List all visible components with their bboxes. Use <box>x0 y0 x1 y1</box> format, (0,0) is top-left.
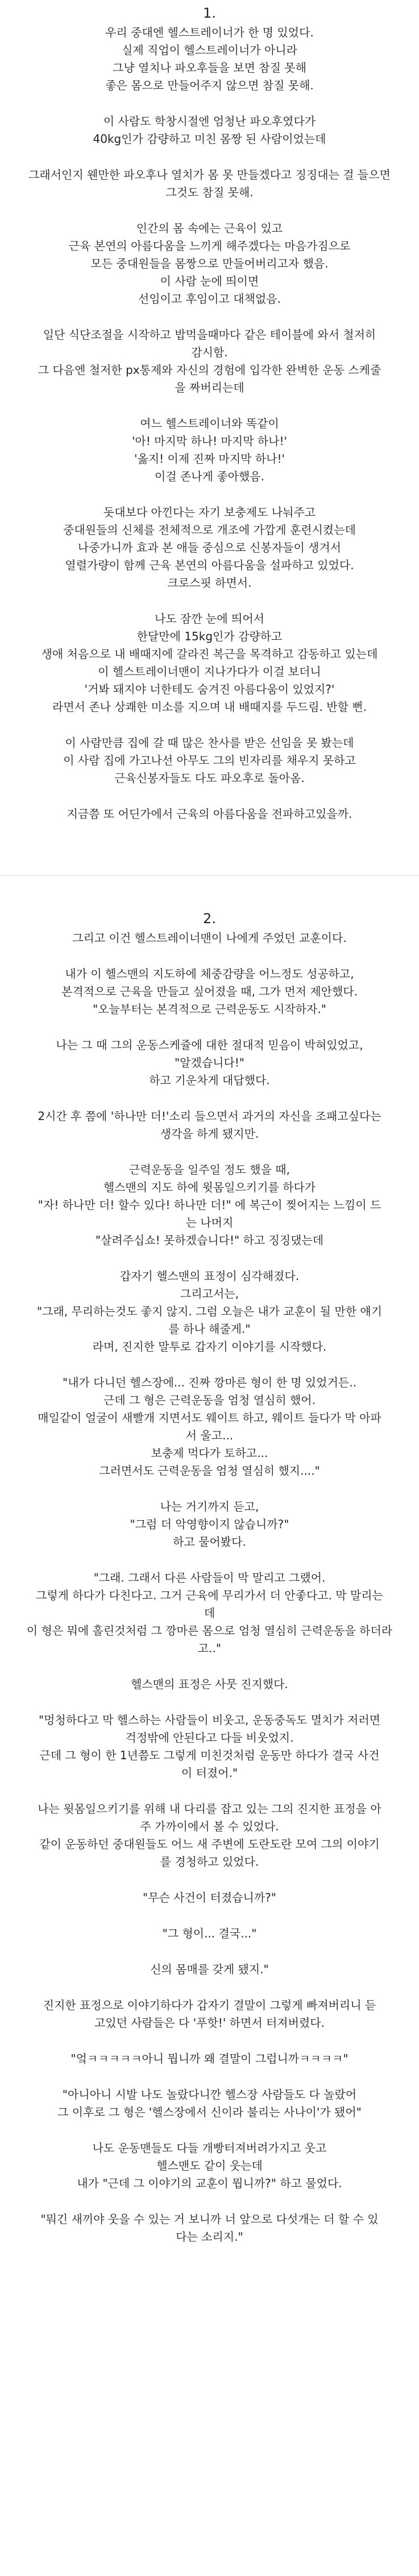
text-line: 헬스맨의 지도 하에 윗몸일으키기를 하다가 <box>103 1180 316 1194</box>
text-line: "살려주십쇼! 못하겠습니다!" 하고 징징댔는데 <box>95 1233 324 1247</box>
text-line: '거봐 돼지야 너한테도 숨겨진 아름다움이 있었지?' <box>84 682 335 696</box>
text-line: 그 이후로 그 형은 '헬스장에서 신이라 불리는 사나이'가 됐어" <box>57 2105 362 2119</box>
paragraph <box>17 2086 402 2121</box>
section-spacer <box>17 841 402 875</box>
text-line: 한달만에 15kg인가 감량하고 <box>136 629 283 643</box>
paragraph <box>17 2139 402 2192</box>
paragraph <box>17 1161 402 1249</box>
text-line: 라며, 진지한 말투로 갑자기 이야기를 시작했다. <box>92 1340 327 1353</box>
text-line: "알겠습니다!" <box>174 1056 245 1069</box>
story-section-1 <box>17 5 402 823</box>
text-line: 생애 처음으로 내 배때지에 갈라진 복근을 목격하고 감동하고 있는데 <box>41 647 378 661</box>
text-line: 일단 식단조절을 시작하고 밥먹을때마다 같은 테이블에 와서 철저히 <box>43 328 376 341</box>
text-line: 그래서인지 웬만한 파오후나 열치가 몸 못 만들겠다고 징징대는 걸 들으면 <box>28 168 391 182</box>
paragraph <box>17 1711 402 1782</box>
post-content <box>17 5 402 2246</box>
text-line: 그 다음엔 철저한 px통제와 자신의 경험에 입각한 완벽한 운동 스케줄 <box>38 363 381 377</box>
text-line: "오늘부터는 본격적으로 근력운동도 시작하자." <box>93 1002 326 1016</box>
text-line: 라면서 존나 상쾌한 미소를 지으며 내 배때지를 두드림. 반할 뻔. <box>52 700 367 714</box>
text-line: '아! 마지막 하나! 마지막 하나!' <box>132 434 287 448</box>
paragraph <box>17 805 402 823</box>
text-line: 이 사람도 학창시절엔 엄청난 파오후였다가 <box>103 114 316 128</box>
paragraph <box>17 1036 402 1089</box>
paragraph <box>17 965 402 1018</box>
text-line: 선임이고 후임이고 대책없음. <box>138 292 281 306</box>
text-line: 근데 그 형은 근력운동을 엄청 열심히 했어. <box>103 1393 316 1407</box>
paragraph <box>17 2211 402 2246</box>
paragraph <box>17 1925 402 1943</box>
text-line: 2시간 후 쯤에 '하나만 더!'소리 들으면서 과거의 자신을 조패고싶다는 <box>38 1109 381 1123</box>
text-line: 지금쯤 또 어딘가에서 근육의 아름다움을 전파하고있을까. <box>67 807 352 821</box>
text-line: 진지한 표정으로 이야기하다가 갑자기 결말이 그렇게 빠져버리니 듣 <box>43 1998 376 2012</box>
text-line: 고.." <box>197 1641 222 1655</box>
text-line: 주 가까이에서 볼 수 있었다. <box>140 1820 279 1833</box>
text-line: 하고 물어봤다. <box>173 1535 246 1549</box>
section-number: 1. <box>203 5 216 21</box>
text-line: 이 사람 눈에 띄이면 <box>160 274 259 288</box>
text-line: 하고 기운차게 대답했다. <box>149 1073 270 1087</box>
text-line: 는 나머지 <box>185 1216 234 1229</box>
text-line: "엌ㅋㅋㅋㅋㅋ아니 뭡니까 왜 결말이 그럽니까ㅋㅋㅋㅋ" <box>70 2052 349 2065</box>
text-line: 그냥 열치나 파오후들을 보면 참질 못해 <box>113 61 306 75</box>
paragraph <box>17 1498 402 1551</box>
section-number: 2. <box>203 911 216 927</box>
text-line: "내가 다니던 헬스장에... 진짜 깡마른 형이 한 명 있었거든.. <box>63 1376 356 1389</box>
paragraph <box>17 734 402 787</box>
text-line: 열렬가량이 함께 근육 본연의 아름다움을 설파하고 있었다. <box>65 558 354 572</box>
paragraph <box>17 504 402 592</box>
paragraph <box>17 113 402 148</box>
text-line: 이 사람 집에 가고나선 아무도 그의 빈자리를 채우지 못하고 <box>63 754 356 767</box>
paragraph <box>17 415 402 485</box>
paragraph <box>17 24 402 94</box>
text-line: 매일같이 얼굴이 새빨개 지면서도 웨이트 하고, 웨이트 들다가 막 아파 <box>38 1411 381 1425</box>
text-line: "뭐긴 새끼야 웃을 수 있는 거 보니까 너 앞으로 다섯개는 더 할 수 있 <box>40 2212 379 2226</box>
text-line: 돗대보다 아낀다는 자기 보충제도 나눠주고 <box>103 505 316 519</box>
text-line: 을 짜버리는데 <box>175 381 244 394</box>
section-spacer <box>17 876 402 910</box>
text-line: 같이 운동하던 중대원들도 어느 새 주변에 도란도란 모여 그의 이야기 <box>39 1837 380 1851</box>
text-line: 서 울고... <box>185 1429 234 1442</box>
text-line: 좋은 몸으로 만들어주지 않으면 참질 못해. <box>105 79 314 92</box>
paragraph <box>17 2050 402 2068</box>
text-line: 실제 직업이 헬스트레이너가 아니라 <box>122 43 297 57</box>
text-line: 내가 이 헬스맨의 지도하에 체중감량을 어느정도 성공하고, <box>65 967 354 981</box>
text-line: 걱정밖에 안된다고 다들 비웃었지. <box>125 1731 294 1744</box>
paragraph <box>17 166 402 201</box>
text-line: 그러면서도 근력운동을 엄청 열심히 했지...." <box>99 1464 320 1478</box>
paragraph <box>17 1800 402 1871</box>
text-line: 데 <box>204 1606 215 1620</box>
text-line: 크로스핏 하면서. <box>167 576 252 590</box>
text-line: 나는 거기까지 듣고, <box>160 1500 259 1513</box>
text-line: 내가 "근데 그 이야기의 교훈이 뭡니까?" 하고 물었다. <box>77 2176 342 2190</box>
text-line: 감시함. <box>191 345 228 359</box>
text-line: "아니아니 시발 나도 놀랐다니깐 헬스장 사람들도 다 놀랐어 <box>62 2088 357 2101</box>
text-line: 다는 소리지." <box>176 2230 243 2244</box>
text-line: 고있던 사람들은 다 '푸핫!' 하면서 터져버렸다. <box>94 2016 325 2030</box>
paragraph <box>17 220 402 308</box>
text-line: 그리고 이건 헬스트레이너맨이 나에게 주었던 교훈이다. <box>72 931 347 945</box>
text-line: 나도 운동맨들도 다들 개빵터져버려가지고 웃고 <box>92 2141 327 2155</box>
text-line: 나는 그 때 그의 운동스케쥴에 대한 절대적 믿음이 박혀있었고, <box>56 1038 363 1052</box>
paragraph <box>17 1889 402 1907</box>
text-line: 그리고서는, <box>180 1287 239 1301</box>
text-line: 그렇게 하다가 다친다고. 그거 근육에 무리가서 더 안좋다고. 막 말리는 <box>36 1589 383 1602</box>
text-line: 이 헬스트레이너맨이 지나가다가 이걸 보더니 <box>98 665 321 678</box>
text-line: 근육신봉자들도 다도 파오후로 돌아옴. <box>114 771 305 785</box>
text-line: 이 사람만큼 집에 갈 때 많은 찬사를 받은 선임을 못 봤는데 <box>65 736 354 750</box>
text-line: 신의 몸매를 갖게 됐지." <box>150 1962 269 1976</box>
text-line: 이걸 존나게 좋아했음. <box>155 470 264 483</box>
text-line: "멍청하다고 막 헬스하는 사람들이 비웃고, 운동중독도 멸치가 저러면 <box>38 1713 381 1727</box>
text-line: 이 형은 뭐에 홀린것처럼 그 깡마른 몸으로 엄청 열심히 근력운동을 하더라 <box>26 1624 393 1637</box>
paragraph <box>17 1676 402 1693</box>
text-line: '옳지! 이제 진짜 마지막 하나!' <box>134 452 285 466</box>
text-line: 모든 중대원들을 몸짱으로 만들어버리고자 했음. <box>90 257 329 270</box>
text-line: 인간의 몸 속에는 근육이 있고 <box>136 221 283 235</box>
text-line: 나는 윗몸일으키기를 위해 내 다리를 잡고 있는 그의 진지한 표정을 아 <box>38 1802 381 1816</box>
paragraph <box>17 1268 402 1356</box>
text-line: 근력운동을 일주일 정도 했을 때, <box>129 1163 290 1176</box>
text-line: 나도 잠깐 눈에 띄어서 <box>155 612 264 626</box>
paragraph <box>17 1997 402 2032</box>
text-line: 본격적으로 근육을 만들고 싶어졌을 때, 그가 먼저 제안했다. <box>61 985 358 998</box>
paragraph <box>17 1961 402 1978</box>
text-line: "그래. 그래서 다른 사람들이 막 말리고 그랬어. <box>93 1571 326 1585</box>
text-line: 헬스맨도 같이 웃는데 <box>156 2159 263 2172</box>
paragraph <box>17 326 402 397</box>
text-line: 우리 중대엔 헬스트레이너가 한 명 있었다. <box>105 26 314 39</box>
text-line: 보충제 먹다가 토하고... <box>151 1446 268 1460</box>
text-line: "그래, 무리하는것도 좋지 않지. 그럼 오늘은 내가 교훈이 될 만한 얘기 <box>36 1305 383 1318</box>
text-line: 이 터졌어." <box>181 1766 238 1780</box>
text-line: 갑자기 헬스맨의 표정이 심각해졌다. <box>119 1269 300 1283</box>
paragraph <box>17 1108 402 1143</box>
text-line: 근육 본연의 아름다움을 느끼게 해주겠다는 마음가짐으로 <box>68 239 351 253</box>
paragraph <box>17 929 402 947</box>
text-line: 나중가니까 효과 본 애들 중심으로 신봉자들이 생겨서 <box>77 541 342 554</box>
text-line: 근데 그 형이 한 1년쯤도 그렇게 미친것처럼 운동만 하다가 결국 사건 <box>39 1748 380 1762</box>
text-line: 중대원들의 신체를 전체적으로 개조에 가깝게 훈련시켰는데 <box>63 523 356 537</box>
text-line: "자! 하나만 더! 할수 있다! 하나만 더!" 에 복근이 찢어지는 느낌이 드 <box>38 1198 381 1212</box>
paragraph <box>17 1569 402 1657</box>
text-line: "그럼 더 악영향이지 않습니까?" <box>130 1517 289 1531</box>
paragraph <box>17 1374 402 1480</box>
text-line: "무슨 사건이 터졌습니까?" <box>143 1891 276 1904</box>
text-line: 를 하나 해줄게." <box>168 1322 251 1336</box>
text-line: 여느 헬스트레이너와 똑같이 <box>140 417 279 430</box>
text-line: 생각을 하게 됐지만. <box>160 1127 259 1141</box>
text-line: 그것도 참질 못해. <box>165 186 254 199</box>
story-section-2 <box>17 910 402 2246</box>
paragraph <box>17 610 402 716</box>
text-line: 를 경청하고 있었다. <box>160 1855 259 1869</box>
text-line: "그 형이... 결국..." <box>162 1927 257 1940</box>
text-line: 헬스맨의 표정은 사뭇 진지했다. <box>131 1677 288 1691</box>
text-line: 40kg인가 감량하고 미친 몸짱 된 사람이었는데 <box>93 132 326 146</box>
